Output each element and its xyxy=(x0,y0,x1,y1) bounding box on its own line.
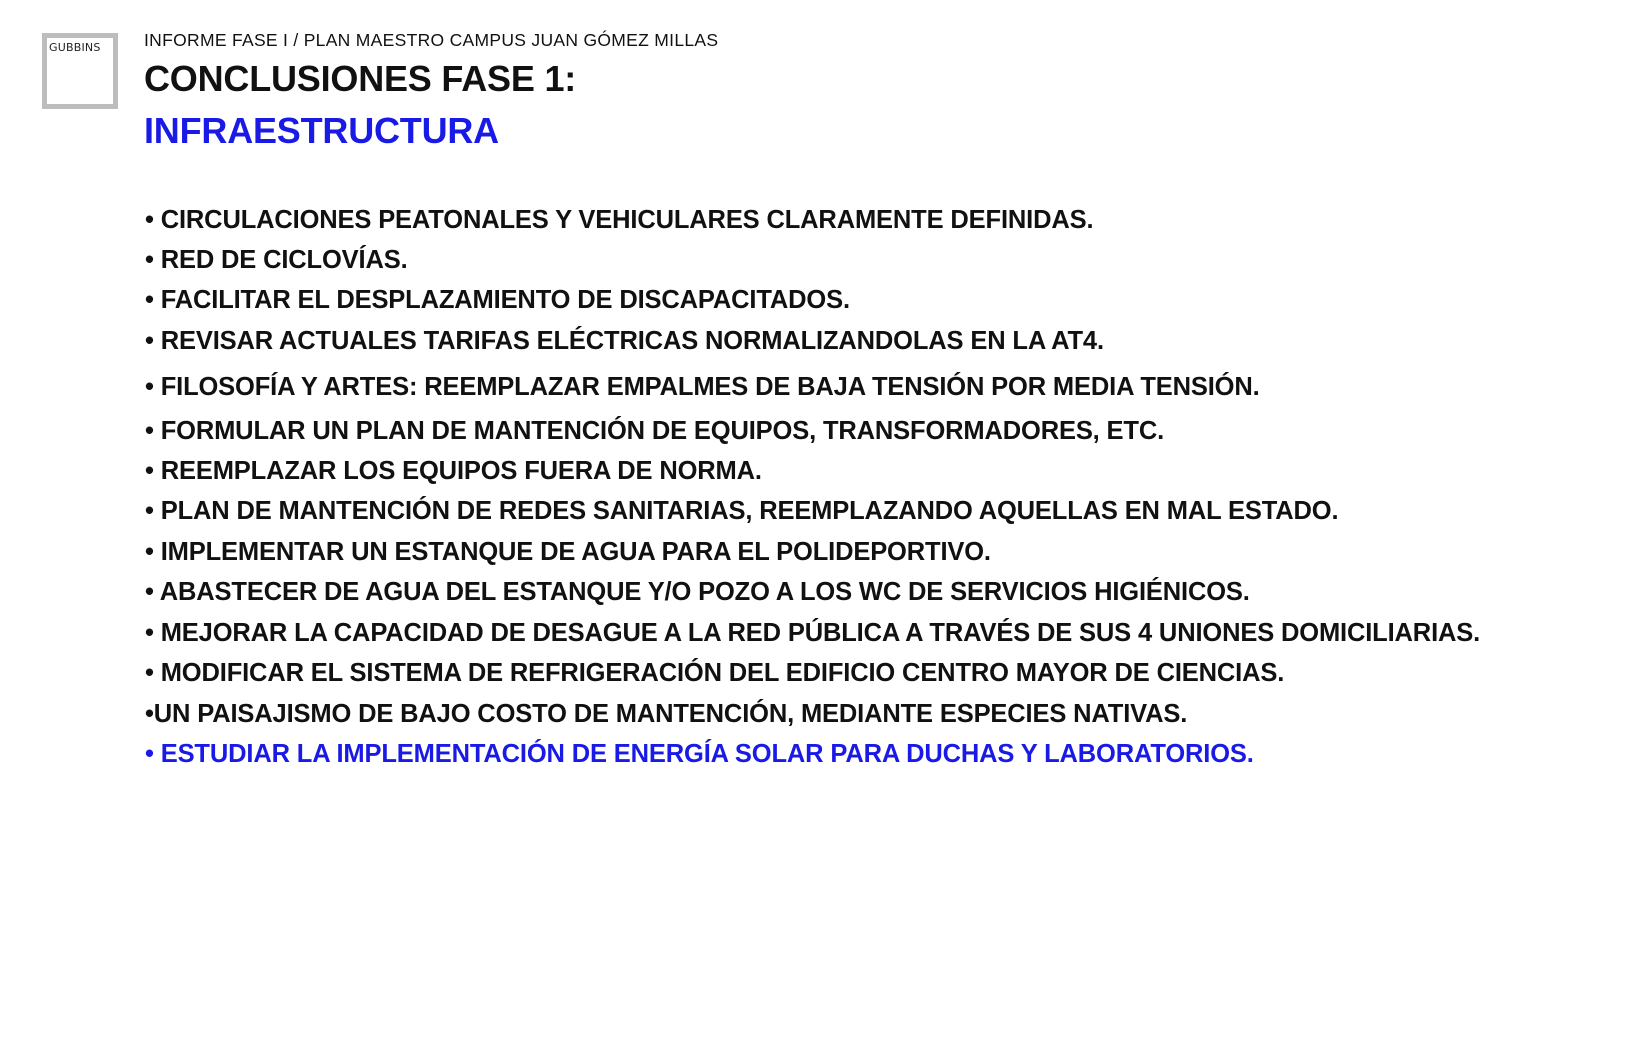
list-item: • RED DE CICLOVÍAS. xyxy=(145,246,408,274)
list-item: • REVISAR ACTUALES TARIFAS ELÉCTRICAS NORMALIZANDOLAS EN LA AT4. xyxy=(145,327,1104,355)
list-item: • IMPLEMENTAR UN ESTANQUE DE AGUA PARA EL POLIDEPORTIVO. xyxy=(145,538,991,566)
list-item: • PLAN DE MANTENCIÓN DE REDES SANITARIAS, REEMPLAZANDO AQUELLAS EN MAL ESTADO. xyxy=(145,497,1339,525)
page-title: CONCLUSIONES FASE 1: xyxy=(144,58,577,99)
list-item: • MODIFICAR EL SISTEMA DE REFRIGERACIÓN DEL EDIFICIO CENTRO MAYOR DE CIENCIAS. xyxy=(145,659,1285,687)
list-item: • MEJORAR LA CAPACIDAD DE DESAGUE A LA RED PÚBLICA A TRAVÉS DE SUS 4 UNIONES DOMICILIARIAS. xyxy=(145,619,1481,647)
list-item: • REEMPLAZAR LOS EQUIPOS FUERA DE NORMA. xyxy=(145,457,762,485)
section-title: INFRAESTRUCTURA xyxy=(144,110,499,151)
list-item: • FORMULAR UN PLAN DE MANTENCIÓN DE EQUIPOS, TRANSFORMADORES, ETC. xyxy=(145,417,1165,445)
list-item: •UN PAISAJISMO DE BAJO COSTO DE MANTENCIÓN, MEDIANTE ESPECIES NATIVAS. xyxy=(145,700,1188,728)
list-item: • FACILITAR EL DESPLAZAMIENTO DE DISCAPACITADOS. xyxy=(145,286,850,314)
list-item: • FILOSOFÍA Y ARTES: REEMPLAZAR EMPALMES DE BAJA TENSIÓN POR MEDIA TENSIÓN. xyxy=(145,373,1260,401)
list-item: • CIRCULACIONES PEATONALES Y VEHICULARES CLARAMENTE DEFINIDAS. xyxy=(145,206,1094,234)
report-subtitle: INFORME FASE I / PLAN MAESTRO CAMPUS JUAN GÓMEZ MILLAS xyxy=(144,30,719,50)
list-item: • ABASTECER DE AGUA DEL ESTANQUE Y/O POZO A LOS WC DE SERVICIOS HIGIÉNICOS. xyxy=(145,578,1250,606)
logo-text: GUBBINS xyxy=(49,41,101,54)
list-item: • ESTUDIAR LA IMPLEMENTACIÓN DE ENERGÍA SOLAR PARA DUCHAS Y LABORATORIOS. xyxy=(145,740,1254,768)
gubbins-logo xyxy=(42,33,118,109)
